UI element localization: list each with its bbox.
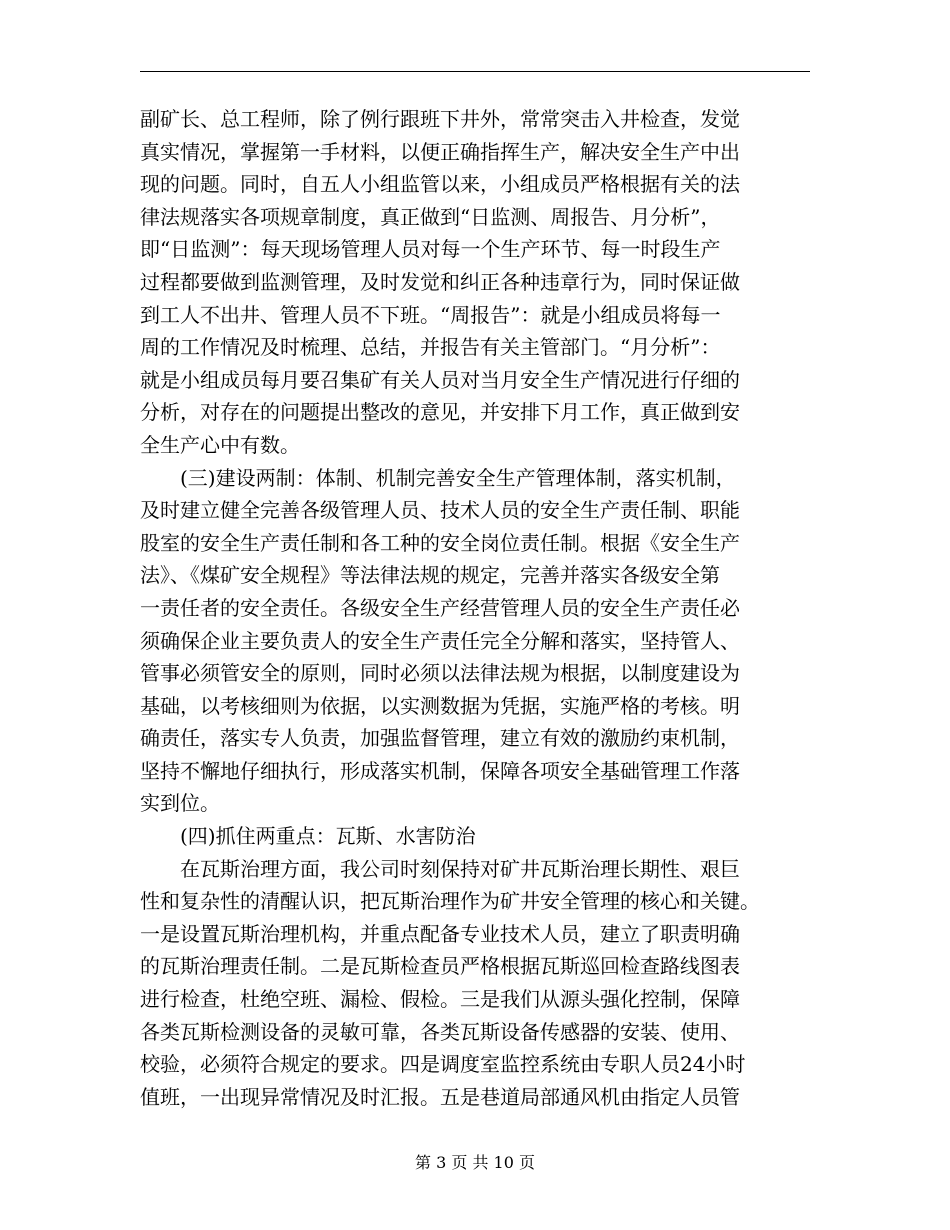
text-line: 的瓦斯治理责任制。二是瓦斯检查员严格根据瓦斯巡回检查路线图表 [140,954,740,979]
text-line: 律法规落实各项规章制度，真正做到“日监测、周报告、月分析”， [140,204,721,229]
text-line: 在瓦斯治理方面，我公司时刻保持对矿井瓦斯治理长期性、艰巨 [140,856,740,881]
text-line: 基础，以考核细则为依据，以实测数据为凭据，实施严格的考核。明 [140,693,740,718]
text-line: 校验，必须符合规定的要求。四是调度室监控系统由专职人员24小时 [140,1052,746,1077]
text-line: 现的问题。同时，自五人小组监管以来，小组成员严格根据有关的法 [140,172,740,197]
text-line: 坚持不懈地仔细执行，形成落实机制，保障各项安全基础管理工作落 [140,758,740,783]
text-line: 一是设置瓦斯治理机构，并重点配备专业技术人员，建立了职责明确 [140,921,740,946]
page-number-footer: 第 3 页 共 10 页 [415,1153,535,1172]
text-line: 性和复杂性的清醒认识，把瓦斯治理作为矿井安全管理的核心和关键。 [140,889,760,914]
text-line: 即“日监测”：每天现场管理人员对每一个生产环节、每一时段生产 [140,237,721,262]
text-line: 就是小组成员每月要召集矿有关人员对当月安全生产情况进行仔细的 [140,367,740,392]
text-line: 过程都要做到监测管理，及时发觉和纠正各种违章行为，同时保证做 [140,269,740,294]
text-line: 进行检查，杜绝空班、漏检、假检。三是我们从源头强化控制，保障 [140,987,740,1012]
section-heading-line: (三)建设两制：体制、机制完善安全生产管理体制，落实机制， [140,465,736,490]
text-line: 副矿长、总工程师，除了例行跟班下井外，常常突击入井检查，发觉 [140,107,740,131]
text-line: 股室的安全生产责任制和各工种的安全岗位责任制。根据《安全生产 [140,530,740,555]
text-line: 实到位。 [140,791,220,816]
text-line: 全生产心中有数。 [140,432,300,457]
text-line: 值班，一出现异常情况及时汇报。五是巷道局部通风机由指定人员管 [140,1084,740,1109]
text-line: 真实情况，掌握第一手材料，以便正确指挥生产，解决安全生产中出 [140,139,740,164]
text-line: 确责任，落实专人负责，加强监督管理，建立有效的激励约束机制， [140,726,740,751]
text-line: 须确保企业主要负责人的安全生产责任完全分解和落实，坚持管人、 [140,628,740,653]
header-rule [140,71,810,72]
text-line: 及时建立健全完善各级管理人员、技术人员的安全生产责任制、职能 [140,498,740,523]
body-text [140,103,810,1113]
section-heading-line: (四)抓住两重点：瓦斯、水害防治 [140,824,476,849]
text-line: 各类瓦斯检测设备的灵敏可靠，各类瓦斯设备传感器的安装、使用、 [140,1019,740,1044]
text-line: 管事必须管安全的原则，同时必须以法律法规为根据，以制度建设为 [140,661,740,686]
text-line: 分析，对存在的问题提出整改的意见，并安排下月工作，真正做到安 [140,400,740,425]
text-line: 法》、《煤矿安全规程》等法律法规的规定，完善并落实各级安全第 [140,563,720,588]
text-line: 一责任者的安全责任。各级安全生产经营管理人员的安全生产责任必 [140,595,740,620]
text-line: 周的工作情况及时梳理、总结，并报告有关主管部门。“月分析”： [140,335,721,360]
text-line: 到工人不出井、管理人员不下班。“周报告”：就是小组成员将每一 [140,302,721,327]
